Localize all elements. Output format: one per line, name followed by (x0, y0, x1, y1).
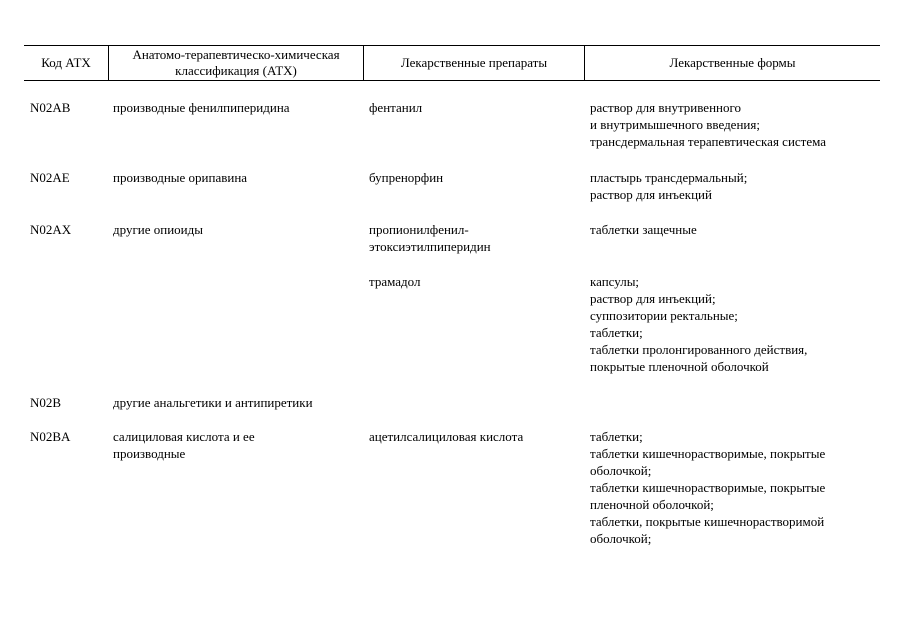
row-classification: салициловая кислота и ее производные (113, 429, 255, 461)
header-bottom-rule (24, 80, 880, 81)
row-drug: фентанил (369, 100, 423, 115)
row-forms: таблетки защечные (590, 222, 697, 237)
row-code: N02AE (30, 170, 70, 185)
header-forms: Лекарственные формы (669, 55, 796, 70)
row-code: N02AB (30, 100, 71, 115)
row-forms: пластырь трансдермальный; раствор для инъекций (590, 170, 748, 202)
row-drug: пропионилфенил- этоксиэтилпиперидин (369, 222, 491, 254)
row-code: N02AX (30, 222, 72, 237)
row-forms: капсулы; раствор для инъекций; суппозитории ректальные; таблетки; таблетки пролонгированного действия, покрытые пленочной оболочкой (590, 274, 808, 374)
row-drug: бупренорфин (369, 170, 444, 185)
row-code: N02B (30, 395, 62, 410)
header-drugs: Лекарственные препараты (400, 55, 548, 70)
row-code: N02BA (30, 429, 71, 444)
row-classification: производные орипавина (113, 170, 248, 185)
row-classification: производные фенилпиперидина (113, 100, 290, 115)
header-classification: Анатомо-терапевтическо-химическая классификация (АТХ) (132, 47, 340, 78)
row-forms: раствор для внутривенного и внутримышечного введения; трансдермальная терапевтическая система (590, 100, 827, 149)
row-drug: трамадол (369, 274, 421, 289)
header-code: Код АТХ (41, 55, 91, 70)
row-classification: другие анальгетики и антипиретики (113, 395, 313, 410)
row-forms: таблетки; таблетки кишечнорастворимые, покрытые оболочкой; таблетки кишечнорастворимые, покрытые пленочной оболочкой; таблетки, покрытые кишечнорастворимой оболочкой; (590, 429, 826, 546)
row-classification: другие опиоиды (113, 222, 203, 237)
row-drug: ацетилсалициловая кислота (369, 429, 524, 444)
